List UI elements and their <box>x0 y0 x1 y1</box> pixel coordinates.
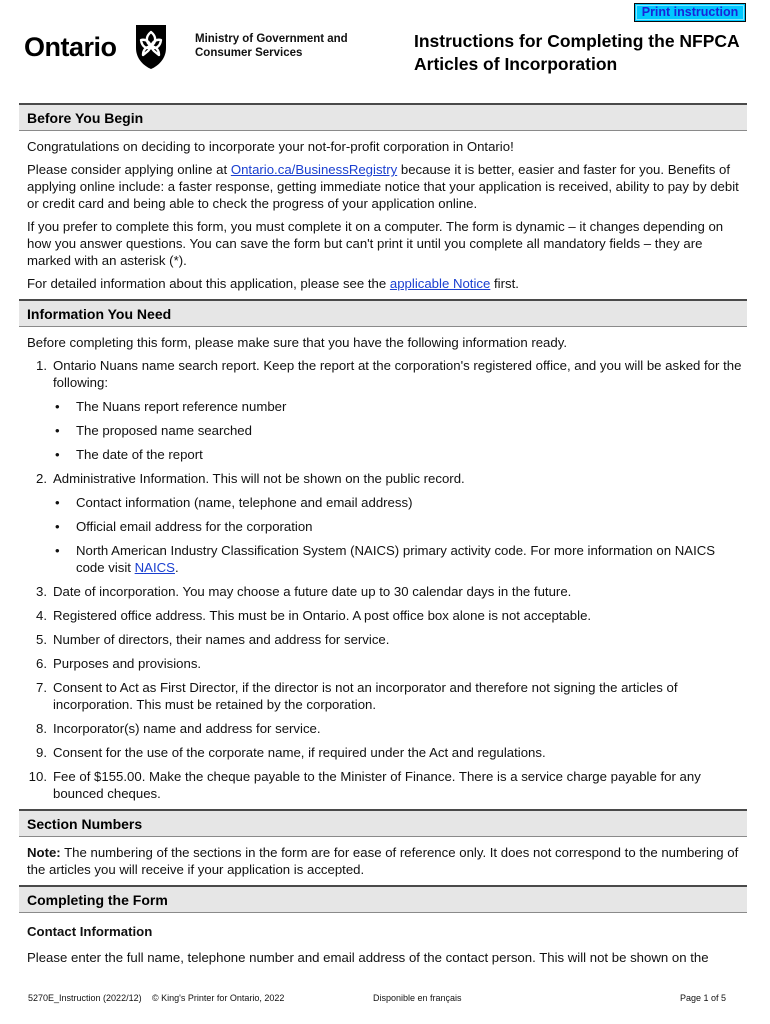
section-numbers-note <box>19 844 747 878</box>
item-text: Administrative Information. This will not be shown on the public record. <box>53 471 465 486</box>
item-number: 6. <box>36 656 47 671</box>
form-id: 5270E_Instruction (2022/12) <box>28 993 142 1003</box>
list-item <box>19 583 747 600</box>
list-item <box>19 744 747 761</box>
item-text: Ontario Nuans name search report. Keep the report at the corporation's registered office, and you will be asked for the following: <box>53 358 742 390</box>
note-text: The numbering of the sections in the form are for ease of reference only. It does not correspond to the numbering of the articles you will receive if your application is accepted. <box>27 845 739 877</box>
business-registry-link[interactable]: Ontario.ca/BusinessRegistry <box>230 162 398 177</box>
naics-link[interactable]: NAICS <box>134 560 175 575</box>
ontario-wordmark: Ontario <box>24 32 117 62</box>
apply-online-paragraph <box>19 161 747 212</box>
contact-information-subheading: Contact Information <box>27 924 153 939</box>
list-item <box>19 768 747 802</box>
section-heading-section-numbers: Section Numbers <box>19 809 747 837</box>
sub-list-item: • The Nuans report reference number <box>53 398 747 415</box>
item-text: Consent for the use of the corporate name, if required under the Act and regulations. <box>53 745 546 760</box>
naics-text-post: . <box>174 560 179 575</box>
sub-list-item: • The date of the report <box>53 446 747 463</box>
nuans-sublist <box>53 398 747 463</box>
french-availability: Disponible en français <box>373 993 462 1003</box>
dynamic-form-paragraph: If you prefer to complete this form, you must complete it on a computer. The form is dynamic – it changes depending on how you answer questions. You can save the form but can't print it until you complete all mandatory fields – they are marked with an asterisk (*). <box>27 219 724 268</box>
print-instruction-button[interactable]: Print instruction <box>634 3 746 22</box>
item-number: 9. <box>36 745 47 760</box>
notice-text-post: first. <box>490 276 519 291</box>
applicable-notice-link[interactable]: applicable Notice <box>389 276 491 291</box>
page-number: Page 1 of 5 <box>680 993 727 1003</box>
item-number: 5. <box>36 632 47 647</box>
apply-online-text-pre: Please consider applying online at <box>27 162 231 177</box>
section-heading-before-you-begin: Before You Begin <box>19 103 747 131</box>
item-text: Purposes and provisions. <box>53 656 202 671</box>
item-text: Fee of $155.00. Make the cheque payable to the Minister of Finance. There is a service charge payable for any bounced cheques. <box>53 769 701 801</box>
page-header <box>24 20 746 100</box>
item-number: 7. <box>36 680 47 695</box>
sub-list-item: • Official email address for the corporation <box>53 518 747 535</box>
list-item <box>19 470 747 576</box>
contact-information-text: Please enter the full name, telephone number and email address of the contact person. This will not be shown on the <box>27 950 709 965</box>
ontario-logo <box>24 22 169 70</box>
item-text: Date of incorporation. You may choose a future date up to 30 calendar days in the future. <box>53 584 572 599</box>
document-body <box>19 103 747 966</box>
item-text: Consent to Act as First Director, if the director is not an incorporator and therefore not signing the articles of incorporation. This must be retained by the corporation. <box>53 680 678 712</box>
sub-list-item: • Contact information (name, telephone and email address) <box>53 494 747 511</box>
naics-text-pre: North American Industry Classification System (NAICS) primary activity code. For more information on NAICS code visit <box>76 543 716 575</box>
item-number: 1. <box>36 358 47 373</box>
list-item <box>19 679 747 713</box>
document-title: Instructions for Completing the NFPCA Articles of Incorporation <box>414 31 740 74</box>
item-text: Number of directors, their names and address for service. <box>53 632 390 647</box>
page-footer <box>28 992 728 1006</box>
item-text: Incorporator(s) name and address for service. <box>53 721 321 736</box>
information-list <box>19 357 747 802</box>
sub-list-item: • The proposed name searched <box>53 422 747 439</box>
section-heading-completing-the-form: Completing the Form <box>19 885 747 913</box>
item-number: 3. <box>36 584 47 599</box>
notice-paragraph <box>19 275 747 292</box>
copyright: © King's Printer for Ontario, 2022 <box>152 993 285 1003</box>
congratulations-text: Congratulations on deciding to incorporate your not-for-profit corporation in Ontario! <box>27 139 514 154</box>
ministry-name: Ministry of Government and Consumer Services <box>195 33 348 59</box>
sub-list-item <box>53 542 747 576</box>
item-number: 10. <box>28 769 47 784</box>
list-item <box>19 631 747 648</box>
note-label: Note: <box>27 845 61 860</box>
admin-sublist <box>53 494 747 576</box>
list-item <box>19 655 747 672</box>
section-heading-information-you-need: Information You Need <box>19 299 747 327</box>
item-number: 8. <box>36 721 47 736</box>
list-item <box>19 357 747 463</box>
apply-online-text-post: because it is better, easier and faster for you. Benefits of applying online include: a faster response, getting immediate notice that your application is received, ability to pay by debit or credit card and being able to check the progress of your application online. <box>27 162 739 211</box>
information-intro: Before completing this form, please make sure that you have the following information ready. <box>27 335 567 350</box>
item-number: 2. <box>36 471 47 486</box>
item-text: Registered office address. This must be in Ontario. A post office box alone is not acceptable. <box>53 608 592 623</box>
item-number: 4. <box>36 608 47 623</box>
trillium-icon <box>132 22 170 70</box>
notice-text-pre: For detailed information about this application, please see the <box>27 276 390 291</box>
list-item <box>19 607 747 624</box>
list-item <box>19 720 747 737</box>
